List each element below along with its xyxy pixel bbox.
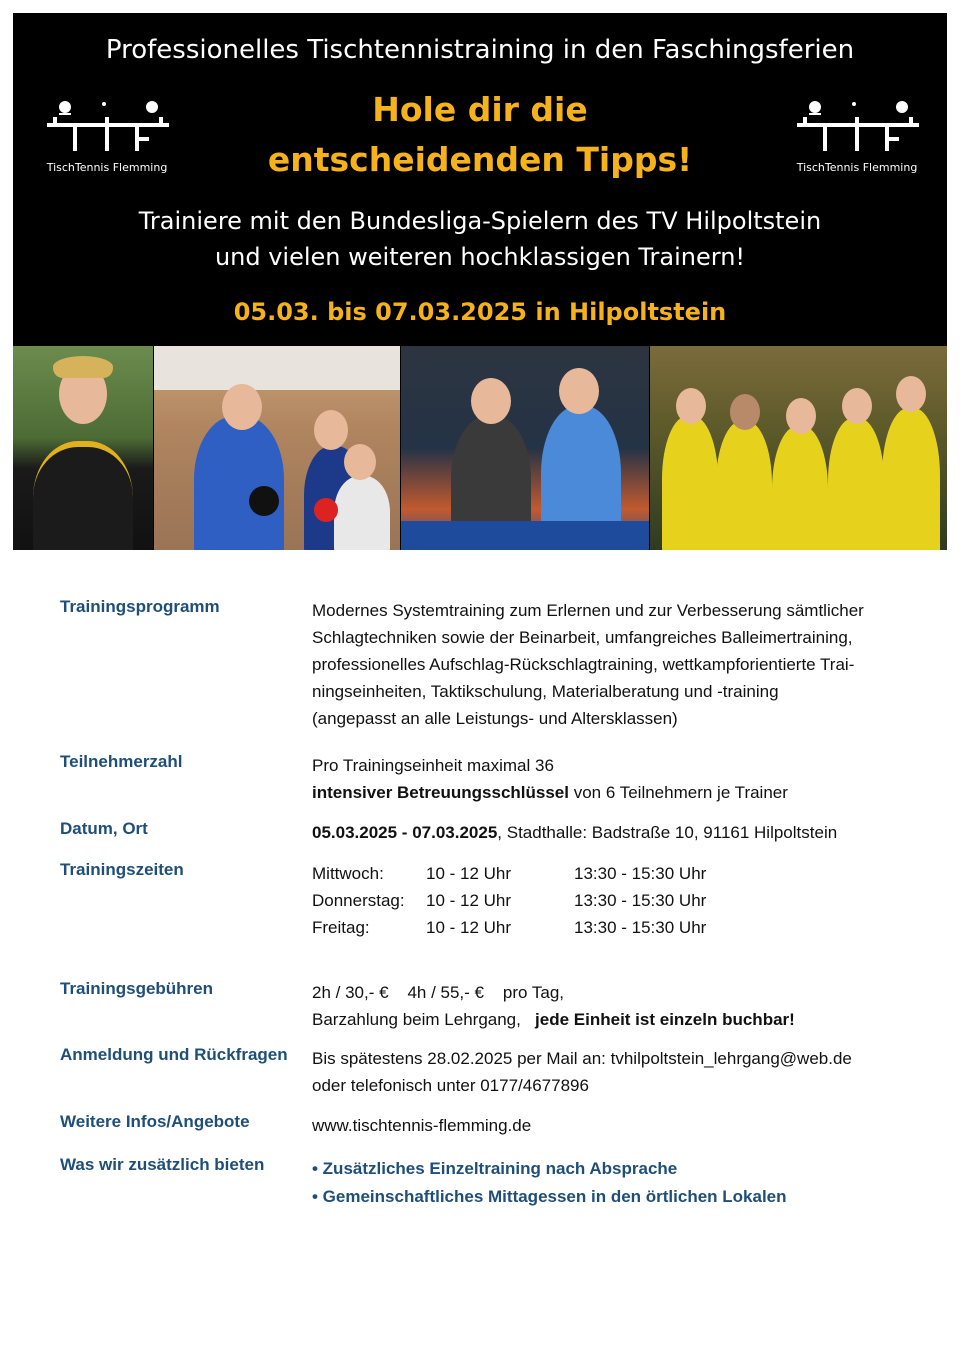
subline-1: Trainiere mit den Bundesliga-Spielern des TV Hilpoltstein — [138, 207, 822, 235]
photo-handshake — [401, 346, 649, 550]
schedule-row — [312, 860, 942, 887]
photo-player-portrait — [13, 346, 153, 550]
label-trainingsprogramm: Trainingsprogramm — [60, 597, 220, 616]
date-range: 05.03.2025 - 07.03.2025 — [312, 823, 498, 842]
schedule-row — [312, 887, 942, 914]
extra-offer-item: • Gemeinschaftliches Mittagessen in den örtlichen Lokalen — [312, 1187, 787, 1206]
schedule-day: Freitag: — [312, 918, 370, 937]
value-trainingszeiten — [312, 860, 942, 941]
photo-team — [650, 346, 947, 550]
program-line: professionelles Aufschlag-Rückschlagtraining, wettkampforientierte Trai- — [312, 655, 855, 674]
label-teilnehmerzahl: Teilnehmerzahl — [60, 752, 183, 771]
headline-line-1: Hole dir die — [372, 90, 588, 129]
value-anmeldung — [312, 1045, 942, 1099]
extra-offer-item: • Zusätzliches Einzeltraining nach Absprache — [312, 1159, 678, 1178]
value-gebuehren — [312, 979, 942, 1033]
value-trainingsprogramm — [312, 597, 942, 732]
website-link[interactable]: www.tischtennis-flemming.de — [312, 1116, 532, 1135]
label-datum-ort: Datum, Ort — [60, 819, 148, 838]
location: , Stadthalle: Badstraße 10, 91161 Hilpoltstein — [497, 823, 838, 842]
participants-ratio-line — [312, 779, 942, 806]
schedule-slot-morning: 10 - 12 Uhr — [426, 891, 512, 910]
value-infos — [312, 1112, 942, 1139]
payment-text: Barzahlung beim Lehrgang, — [312, 1010, 536, 1029]
label-gebuehren: Trainingsgebühren — [60, 979, 214, 998]
schedule-row — [312, 914, 942, 941]
program-line: ningseinheiten, Taktikschulung, Materialberatung und -training — [312, 682, 779, 701]
subline-2: und vielen weiteren hochklassigen Trainern! — [214, 243, 746, 271]
logo-text-left: TischTennis Flemming — [46, 161, 168, 174]
value-zusaetzlich — [312, 1155, 942, 1211]
value-datum-ort — [312, 819, 942, 846]
photo-training-kids — [154, 346, 400, 550]
ratio-bold: intensiver Betreuungsschlüssel — [312, 783, 569, 802]
schedule-slot-afternoon: 13:30 - 15:30 Uhr — [574, 864, 707, 883]
program-line: Modernes Systemtraining zum Erlernen und zur Verbesserung sämtlicher — [312, 601, 864, 620]
schedule-day: Mittwoch: — [312, 864, 384, 883]
ratio-rest: von 6 Teilnehmern je Trainer — [568, 783, 788, 802]
event-dates: 05.03. bis 07.03.2025 in Hilpoltstein — [233, 298, 727, 326]
payment-line — [312, 1006, 942, 1033]
label-zusaetzlich: Was wir zusätzlich bieten — [60, 1155, 265, 1174]
label-infos: Weitere Infos/Angebote — [60, 1112, 250, 1131]
schedule-slot-afternoon: 13:30 - 15:30 Uhr — [574, 891, 707, 910]
program-line: (angepasst an alle Leistungs- und Altersklassen) — [312, 709, 678, 728]
schedule-slot-afternoon: 13:30 - 15:30 Uhr — [574, 918, 707, 937]
registration-phone-line: oder telefonisch unter 0177/4677896 — [312, 1076, 589, 1095]
headline-line-2: entscheidenden Tipps! — [267, 140, 693, 179]
program-line: Schlagtechniken sowie der Beinarbeit, umfangreiches Balleimertraining, — [312, 628, 853, 647]
bookable-note: jede Einheit ist einzeln buchbar! — [535, 1010, 795, 1029]
header-banner — [13, 13, 947, 550]
schedule-slot-morning: 10 - 12 Uhr — [426, 864, 512, 883]
participants-line: Pro Trainingseinheit maximal 36 — [312, 756, 554, 775]
value-teilnehmerzahl — [312, 752, 942, 806]
label-trainingszeiten: Trainingszeiten — [60, 860, 184, 879]
logo-text-right: TischTennis Flemming — [796, 161, 918, 174]
schedule-day: Donnerstag: — [312, 891, 405, 910]
label-anmeldung: Anmeldung und Rückfragen — [60, 1045, 288, 1064]
flyer-title: Professionelles Tischtennistraining in den Faschingsferien — [105, 35, 855, 65]
fees-line: 2h / 30,- € 4h / 55,- € pro Tag, — [312, 983, 565, 1002]
photo-strip — [13, 346, 947, 550]
registration-email-line: Bis spätestens 28.02.2025 per Mail an: tvhilpoltstein_lehrgang@web.de — [312, 1049, 852, 1068]
schedule-slot-morning: 10 - 12 Uhr — [426, 918, 512, 937]
